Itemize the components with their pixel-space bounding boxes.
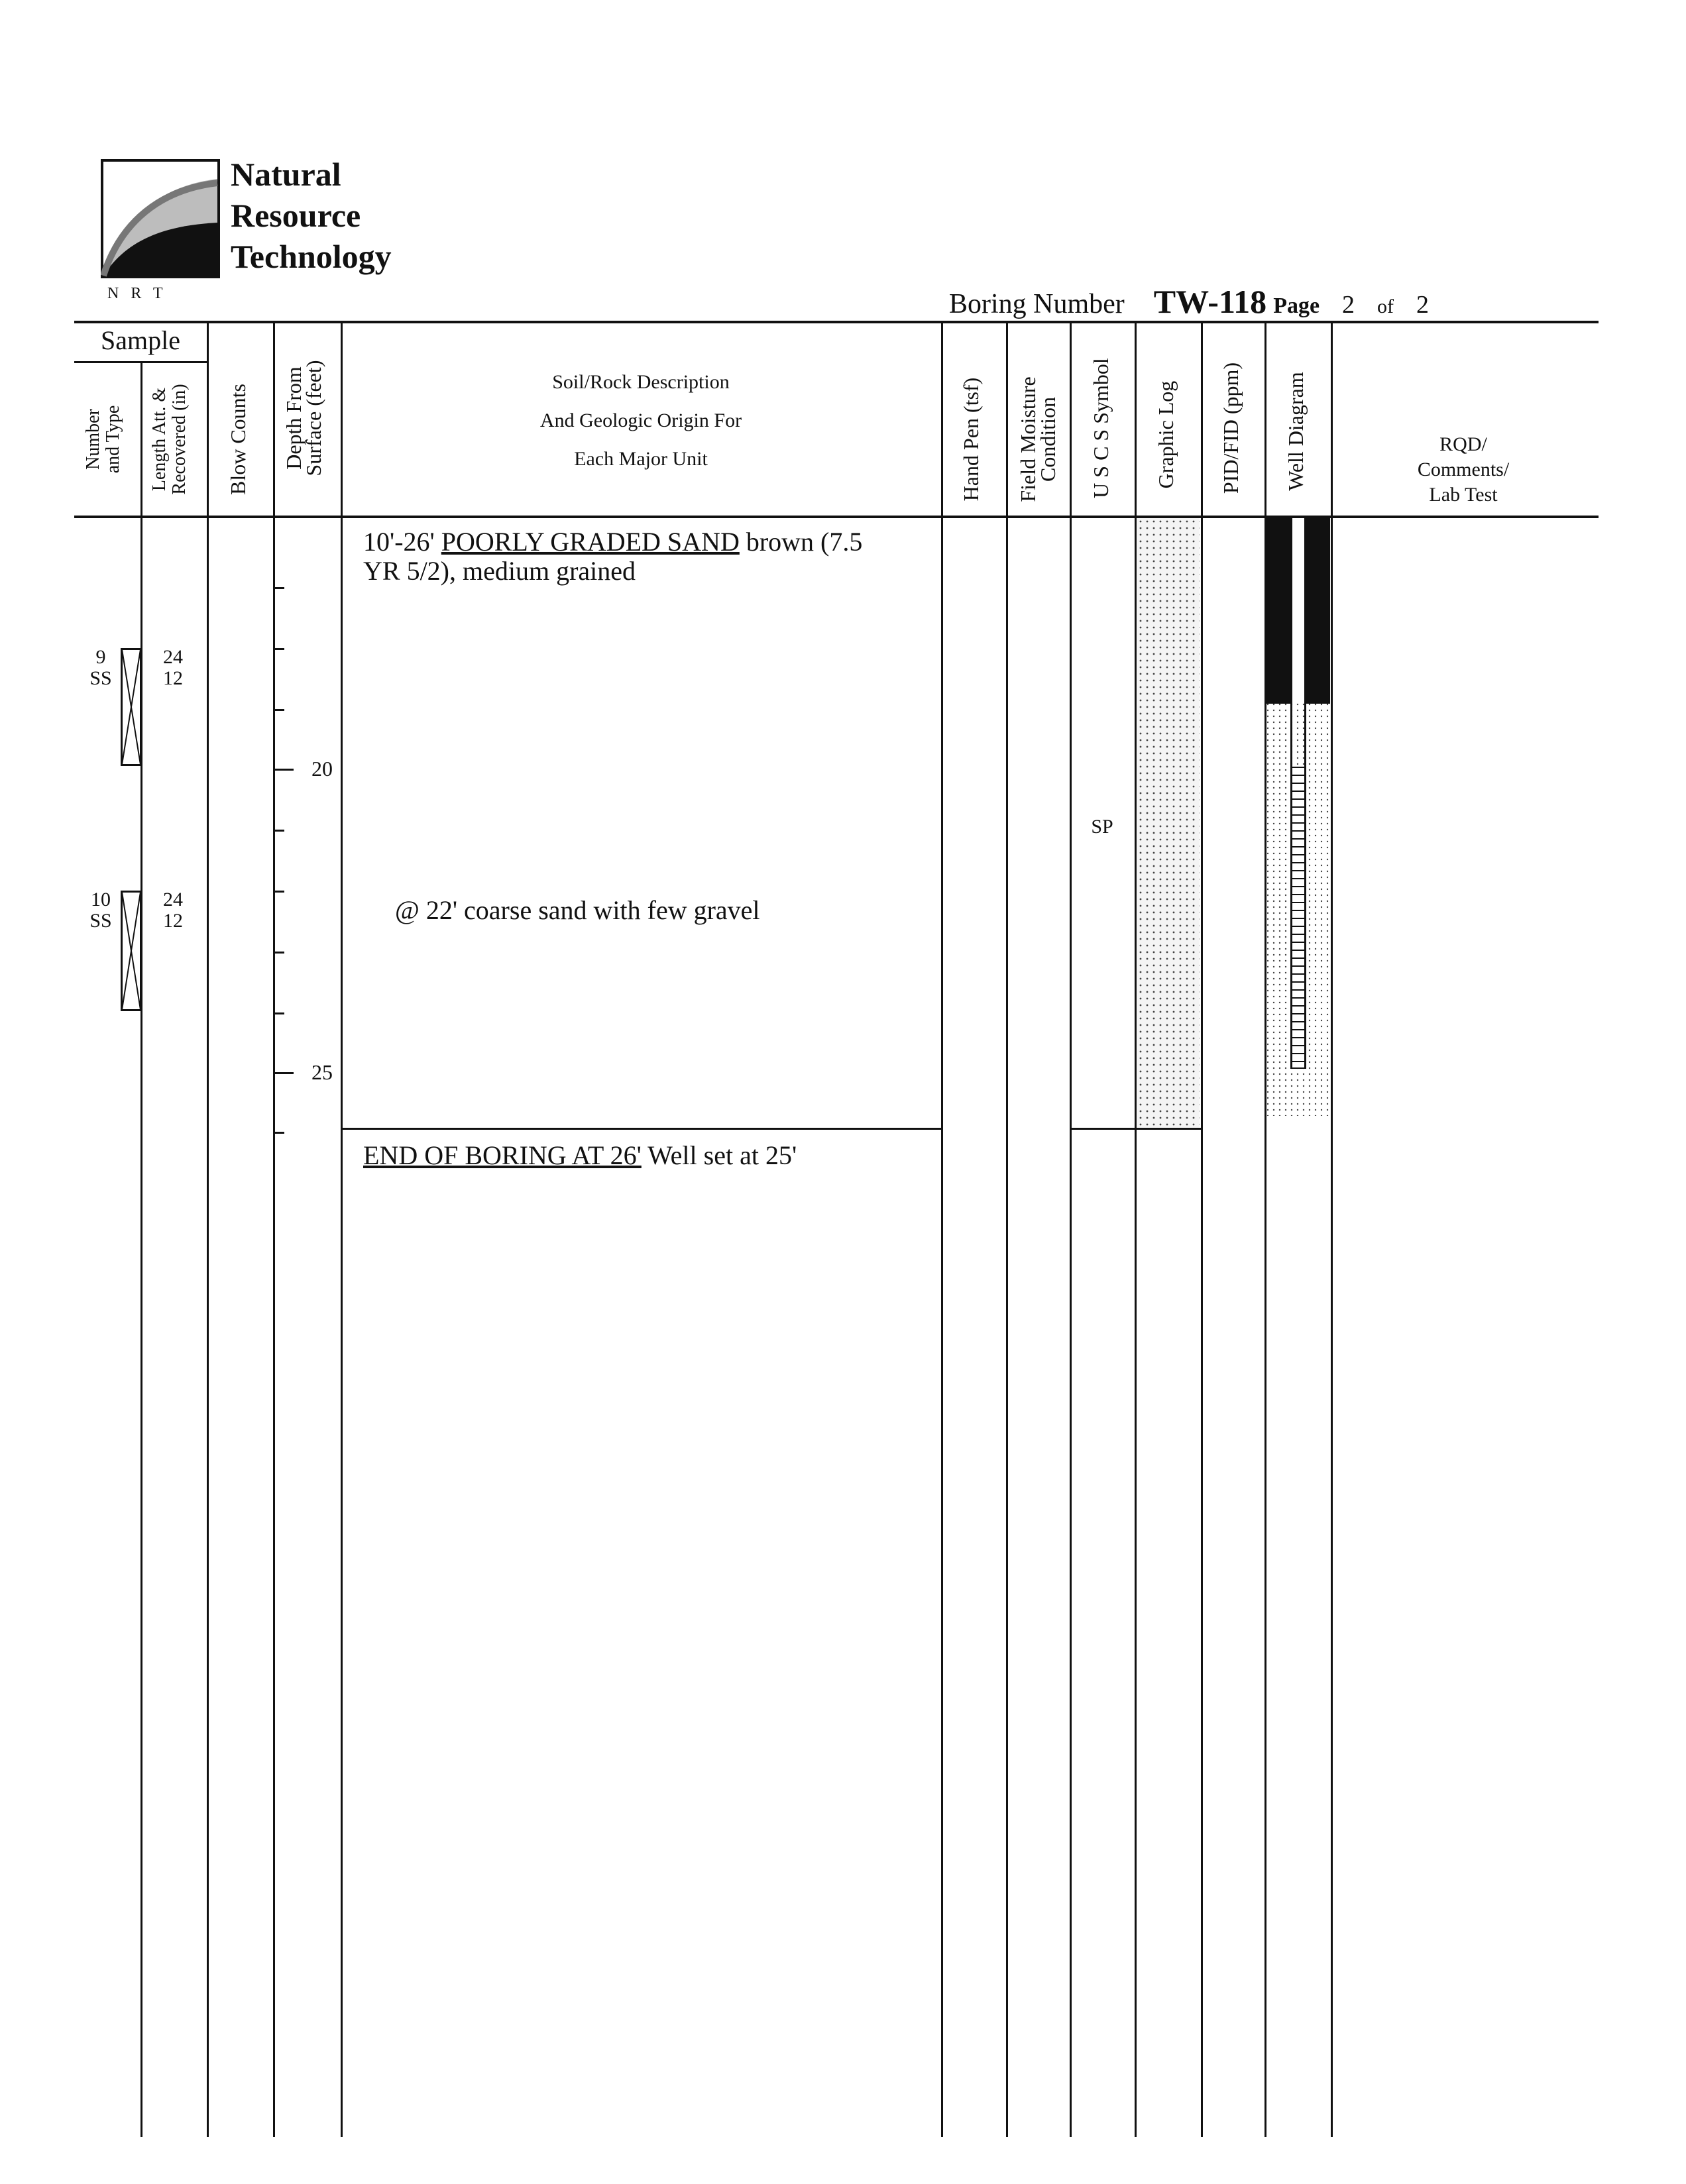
sample-9-length: 24 (163, 646, 183, 668)
moisture-header-line-1: Field Moisture (1016, 376, 1040, 502)
depth-header-line-1: Depth From (282, 366, 306, 470)
depth-label-20: 20 (311, 757, 333, 781)
hand-pen-header-text: Hand Pen (tsf) (959, 377, 983, 502)
sample-10-interval-marker (121, 891, 142, 1011)
sample-10-recovery (143, 889, 203, 932)
depth-tick-major (275, 1072, 294, 1074)
depth-label-25: 25 (311, 1060, 333, 1084)
unit-depth-range: 10'-26' (363, 527, 435, 557)
well-diagram-header (1286, 349, 1306, 514)
graphic-log-header (1156, 355, 1176, 514)
end-of-boring-rule (341, 1128, 941, 1130)
depth-tick (275, 587, 284, 589)
sample-10-recovered: 12 (163, 910, 183, 932)
description-header-line-2: And Geologic Origin For (539, 410, 742, 431)
depth-tick (275, 830, 284, 832)
logo-mark (101, 159, 220, 278)
depth-header (284, 322, 323, 514)
sample-header (74, 325, 207, 356)
graphic-log-header-text: Graphic Log (1154, 380, 1178, 489)
well-set-note: Well set at 25' (641, 1140, 797, 1170)
graphic-log-sand-pattern (1137, 518, 1200, 1128)
sample-header-text: Sample (101, 325, 180, 355)
col-rule-11 (1331, 321, 1333, 2137)
blow-counts-header (228, 364, 248, 514)
rqd-header-line-1: RQD/ (1439, 433, 1487, 455)
coarse-sand-note: @ 22' coarse sand with few gravel (395, 895, 760, 925)
sample-9-number: 9 (95, 646, 106, 668)
end-of-boring-rule-right (1070, 1128, 1201, 1130)
length-header-line-2: Recovered (in) (169, 384, 190, 495)
rqd-header (1331, 432, 1596, 508)
depth-tick (275, 709, 284, 711)
company-name-line-2: Resource (231, 197, 361, 234)
sample-9-type: SS (89, 667, 112, 689)
page-number: 2 (1342, 291, 1355, 319)
sample-9-recovery (143, 647, 203, 689)
description-header-line-1: Soil/Rock Description (552, 371, 730, 393)
depth-tick (275, 1012, 284, 1014)
company-name (231, 154, 392, 277)
sample-10-id (74, 889, 127, 932)
depth-header-line-2: Surface (feet) (302, 360, 325, 476)
page-label: Page (1273, 294, 1320, 318)
company-name-line-3: Technology (231, 238, 392, 275)
end-of-boring-note (363, 1141, 797, 1170)
boring-label: Boring Number (949, 289, 1125, 319)
page-total: 2 (1416, 291, 1430, 319)
sample-10-number: 10 (91, 889, 111, 910)
length-header (150, 364, 190, 514)
company-name-line-1: Natural (231, 156, 341, 193)
end-of-boring-label: END OF BORING AT 26' (363, 1140, 642, 1170)
moisture-header (1018, 364, 1058, 514)
unit-description-line-2: YR 5/2), medium grained (363, 556, 636, 586)
number-type-header (84, 364, 123, 514)
pid-header-text: PID/FID (ppm) (1219, 362, 1243, 494)
moisture-header-line-2: Condition (1036, 397, 1060, 482)
col-rule-4 (341, 321, 343, 2137)
well-diagram-header-text: Well Diagram (1284, 372, 1308, 491)
sample-9-id (74, 647, 127, 689)
rqd-header-line-3: Lab Test (1429, 484, 1498, 506)
col-rule-5 (941, 321, 943, 2137)
col-rule-1 (140, 361, 142, 2137)
sample-10-type: SS (89, 910, 112, 932)
unit-color: brown (7.5 (739, 527, 863, 557)
depth-tick (275, 648, 284, 650)
sample-10-length: 24 (163, 889, 183, 910)
company-logo (101, 159, 220, 278)
depth-tick (275, 952, 284, 954)
col-rule-2 (207, 321, 209, 2137)
boring-number: TW-118 (1153, 283, 1267, 320)
blow-counts-header-text: Blow Counts (226, 383, 250, 496)
sample-interval-icon (121, 891, 142, 1011)
sample-9-interval-marker (121, 648, 142, 766)
unit-description-line-1 (363, 527, 933, 557)
col-rule-8 (1135, 321, 1137, 2137)
sample-9-recovered: 12 (163, 667, 183, 689)
pid-header (1221, 342, 1241, 514)
description-header (341, 363, 941, 478)
col-rule-3 (273, 321, 275, 2137)
unit-description (363, 527, 933, 586)
col-rule-9 (1201, 321, 1203, 2137)
uscs-header-text: U S C S Symbol (1089, 358, 1113, 498)
sample-interval-icon (121, 648, 142, 766)
number-type-header-line-2: and Type (103, 405, 123, 474)
description-header-line-3: Each Major Unit (574, 448, 708, 470)
uscs-symbol: SP (1091, 816, 1113, 838)
rqd-header-line-2: Comments/ (1417, 459, 1510, 480)
number-type-header-line-1: Number (83, 409, 103, 470)
length-header-line-1: Length Att. & (149, 387, 170, 492)
boring-header (949, 282, 1429, 321)
logo-initials: N R T (107, 285, 164, 302)
col-rule-7 (1070, 321, 1072, 2137)
depth-tick (275, 1132, 284, 1134)
header-bottom-rule (74, 516, 1599, 518)
hand-pen-header (961, 364, 981, 514)
col-rule-6 (1006, 321, 1008, 2137)
well-diagram (1266, 518, 1330, 1129)
uscs-header (1091, 342, 1111, 514)
of-label: of (1377, 296, 1394, 317)
depth-tick-major (275, 769, 294, 771)
well-diagram-graphic (1266, 518, 1330, 1129)
unit-name: POORLY GRADED SAND (441, 527, 740, 557)
depth-tick (275, 891, 284, 893)
